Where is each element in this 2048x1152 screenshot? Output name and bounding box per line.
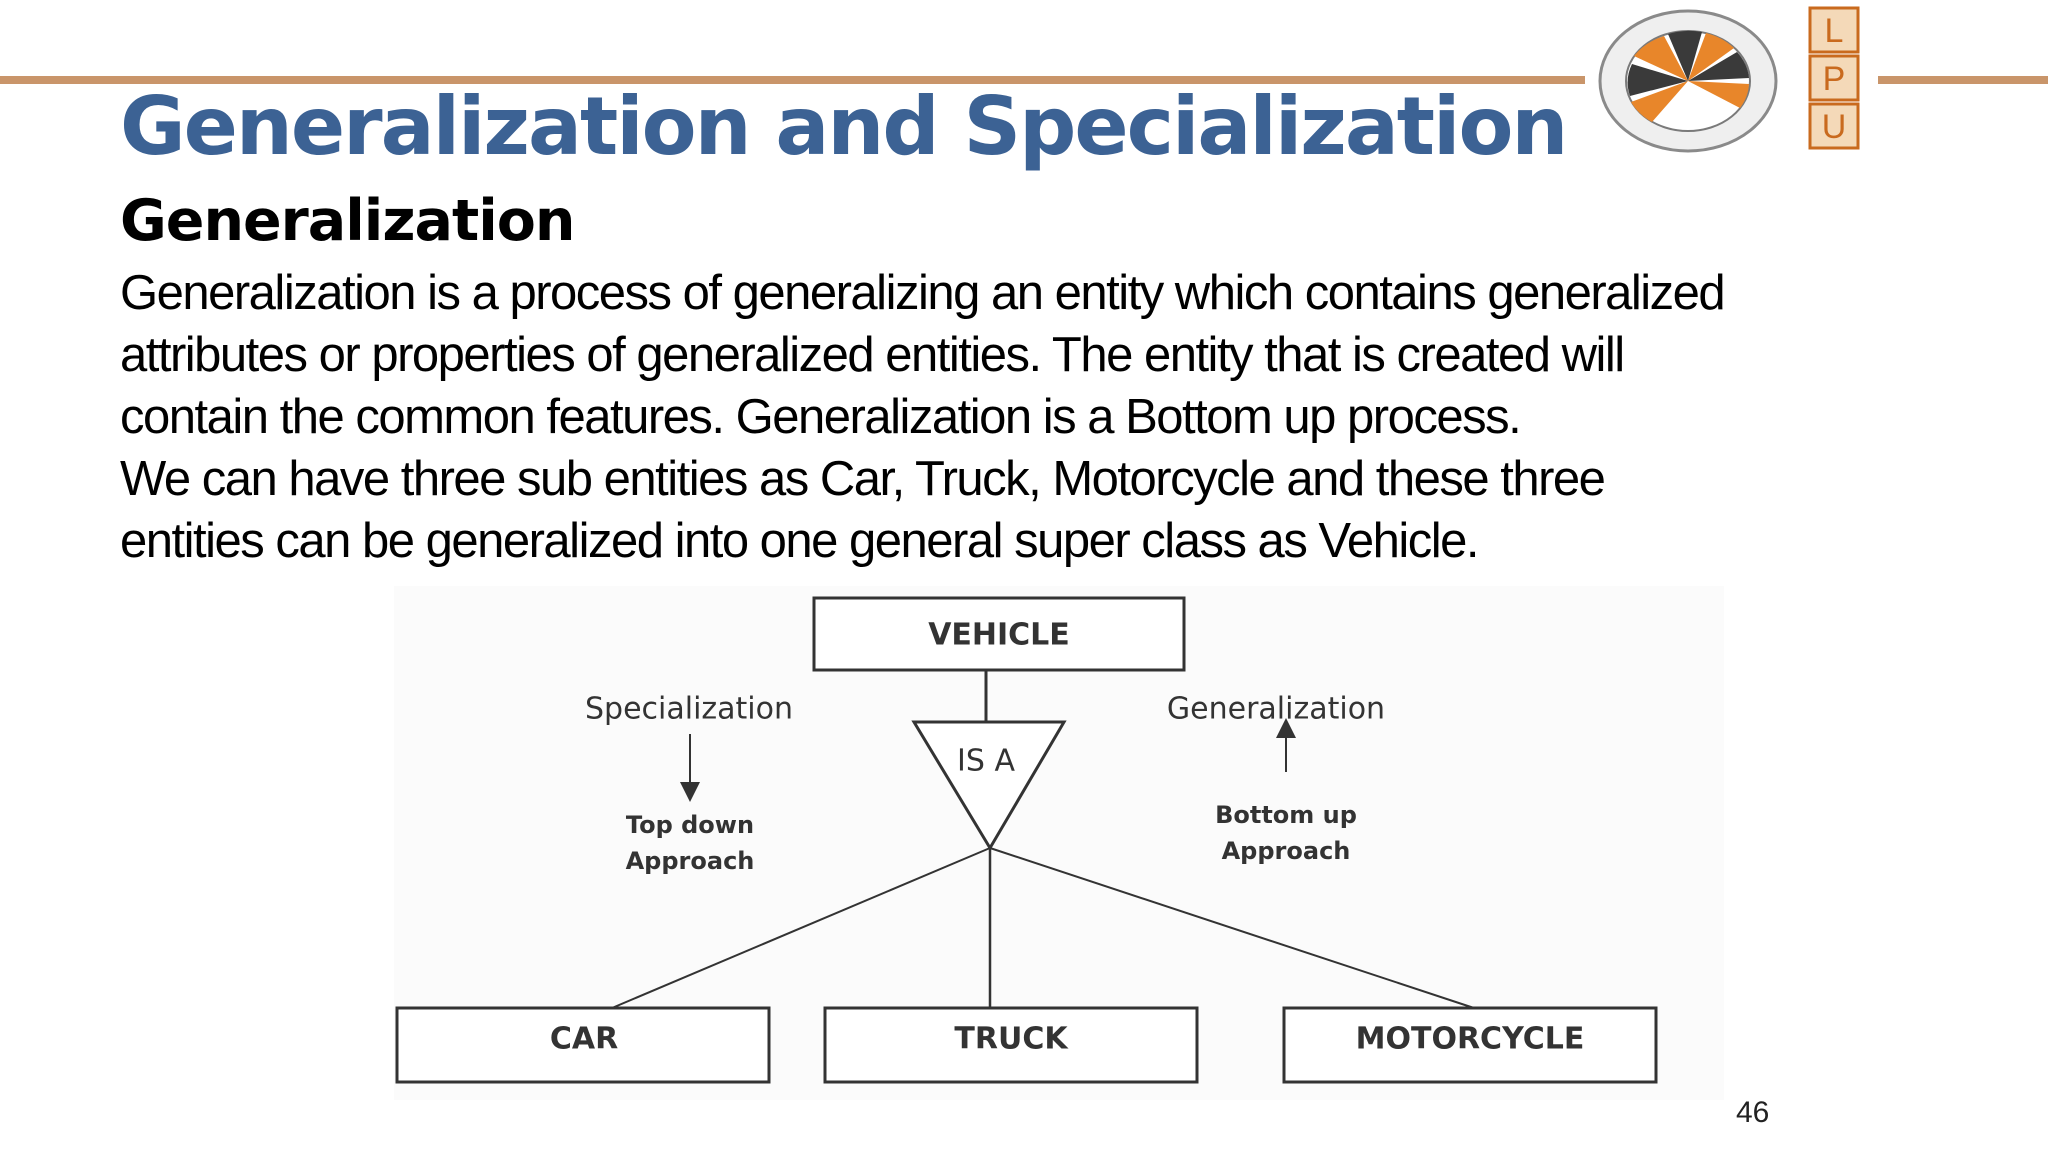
car-label: CAR: [549, 1021, 619, 1057]
generalization-label: Generalization: [1166, 691, 1386, 727]
paragraph-line: contain the common features. Generalization is a Bottom up process.: [120, 390, 1521, 444]
lpu-letters-logo: [1806, 4, 1862, 152]
header-rule-right: [1878, 76, 2048, 84]
slide-title: Generalization and Specialization: [120, 80, 1567, 173]
truck-label: TRUCK: [954, 1021, 1068, 1057]
logo-letter-p: P: [1822, 60, 1846, 98]
logo-letter-l: L: [1824, 12, 1844, 50]
branch-line-motorcycle: [990, 848, 1474, 1008]
bottom-up-approach-text: Approach: [1221, 837, 1351, 865]
isa-diagram-svg: [394, 586, 1724, 1100]
isa-label: IS A: [957, 743, 1015, 779]
logo-letter-u: U: [1821, 108, 1847, 146]
isa-triangle: [914, 722, 1064, 848]
section-heading: Generalization: [120, 188, 575, 254]
paragraph-line: We can have three sub entities as Car, Truck, Motorcycle and these three: [120, 452, 1605, 506]
bottom-up-text: Bottom up: [1215, 801, 1357, 829]
page-number: 46: [1736, 1096, 1770, 1129]
body-paragraph: [120, 262, 1820, 572]
vehicle-label: VEHICLE: [928, 617, 1070, 653]
isa-diagram: [394, 586, 1724, 1100]
paragraph-line: attributes or properties of generalized entities. The entity that is created will: [120, 328, 1624, 382]
specialization-label: Specialization: [584, 691, 794, 727]
motorcycle-label: MOTORCYCLE: [1355, 1021, 1585, 1057]
top-down-approach-text: Approach: [625, 847, 755, 875]
top-down-text: Top down: [625, 811, 755, 839]
university-seal-logo: [1594, 6, 1782, 156]
paragraph-line: entities can be generalized into one general super class as Vehicle.: [120, 514, 1479, 568]
paragraph-line: Generalization is a process of generalizing an entity which contains generalized: [120, 266, 1725, 320]
